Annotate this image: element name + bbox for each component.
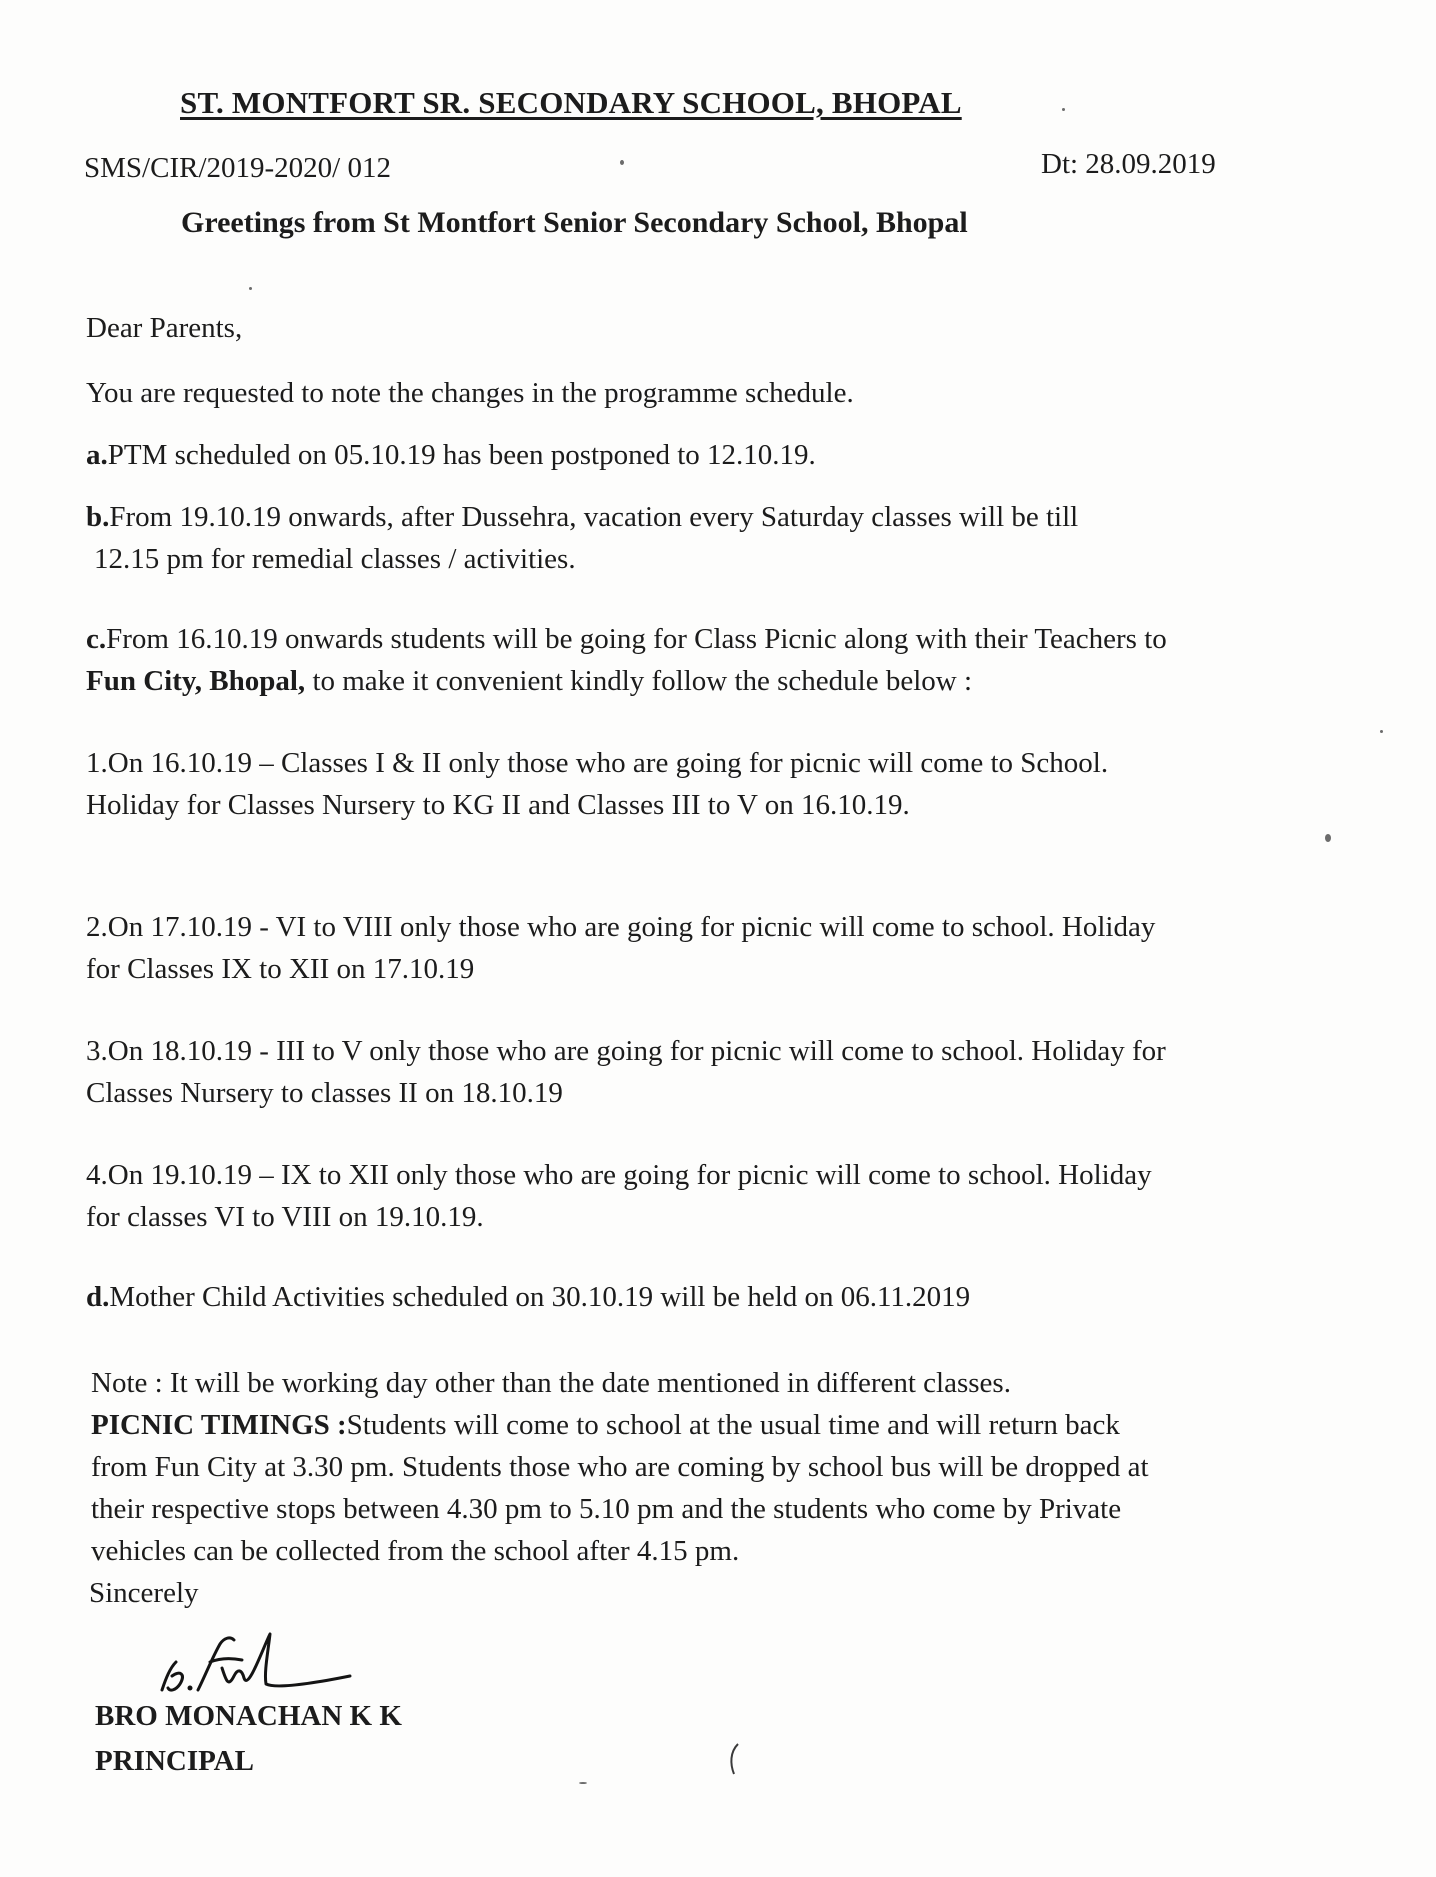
greeting-heading: Greetings from St Montfort Senior Secondary School, Bhopal [181,206,968,239]
item-d-marker: d. [86,1281,110,1313]
item-b [86,496,1078,580]
schedule-item-4-line-1: 4.On 19.10.19 – IX to XII only those who are going for picnic will come to school. Holiday [86,1159,1152,1191]
scan-speck [1062,108,1065,111]
scan-speck [579,1782,587,1784]
circular-reference-number: SMS/CIR/2019-2020/ 012 [84,152,391,184]
picnic-timings-line-4: vehicles can be collected from the school after 4.15 pm. [91,1535,740,1567]
principal-name: BRO MONACHAN K K [95,1700,402,1732]
schedule-item-3-line-2: Classes Nursery to classes II on 18.10.19 [86,1077,563,1109]
schedule-item-2-line-2: for Classes IX to XII on 17.10.19 [86,953,475,985]
item-a-marker: a. [86,439,108,471]
schedule-item-4-line-2: for classes VI to VIII on 19.10.19. [86,1201,484,1233]
picnic-timings-line-3: their respective stops between 4.30 pm to 5.10 pm and the students who come by Private [91,1493,1122,1525]
schedule-item-4 [86,1154,1152,1238]
item-d [86,1276,970,1318]
item-b-line-1: From 19.10.19 onwards, after Dussehra, vacation every Saturday classes will be till [109,501,1079,533]
scan-speck [1380,730,1383,733]
schedule-item-1-line-2: Holiday for Classes Nursery to KG II and Classes III to V on 16.10.19. [86,789,910,821]
scan-speck [1325,834,1331,842]
schedule-item-2 [86,906,1155,990]
item-d-text: Mother Child Activities scheduled on 30.10.19 will be held on 06.11.2019 [109,1281,971,1313]
schedule-item-3-line-1: 3.On 18.10.19 - III to V only those who are going for picnic will come to school. Holiday for [86,1035,1166,1067]
scan-speck [249,287,252,290]
picnic-timings-line-1: Students will come to school at the usual time and will return back [346,1409,1120,1441]
schedule-item-1 [86,742,1108,826]
circular-date: Dt: 28.09.2019 [1041,148,1216,180]
item-c-marker: c. [86,623,107,655]
scan-mark [724,1740,744,1780]
item-b-line-2: 12.15 pm for remedial classes / activities. [94,543,576,575]
schedule-item-3 [86,1030,1166,1114]
schedule-item-1-line-1: 1.On 16.10.19 – Classes I & II only those who are going for picnic will come to School. [86,747,1109,779]
school-title: ST. MONTFORT SR. SECONDARY SCHOOL, BHOPAL [180,85,962,120]
schedule-item-2-line-1: 2.On 17.10.19 - VI to VIII only those who are going for picnic will come to school. Holiday [86,911,1156,943]
note-line: Note : It will be working day other than the date mentioned in different classes. [91,1367,1011,1399]
picnic-timings-line-2: from Fun City at 3.30 pm. Students those who are coming by school bus will be dropped at [91,1451,1149,1483]
item-a-text: PTM scheduled on 05.10.19 has been postponed to 12.10.19. [107,439,816,471]
item-a [86,434,816,476]
salutation: Dear Parents, [86,312,243,344]
item-c-line-2: to make it convenient kindly follow the schedule below : [305,665,973,697]
item-c-line-1: From 16.10.19 onwards students will be going for Class Picnic along with their Teachers to [106,623,1167,655]
item-c [86,618,1167,702]
item-c-place: Fun City, Bhopal, [86,665,306,697]
intro-paragraph: You are requested to note the changes in the programme schedule. [86,377,854,409]
scan-speck [620,160,624,165]
note-and-timings [91,1362,1149,1614]
item-b-marker: b. [86,501,110,533]
closing: Sincerely [89,1577,199,1609]
principal-designation: PRINCIPAL [95,1745,254,1777]
picnic-timings-label: PICNIC TIMINGS : [91,1409,347,1441]
